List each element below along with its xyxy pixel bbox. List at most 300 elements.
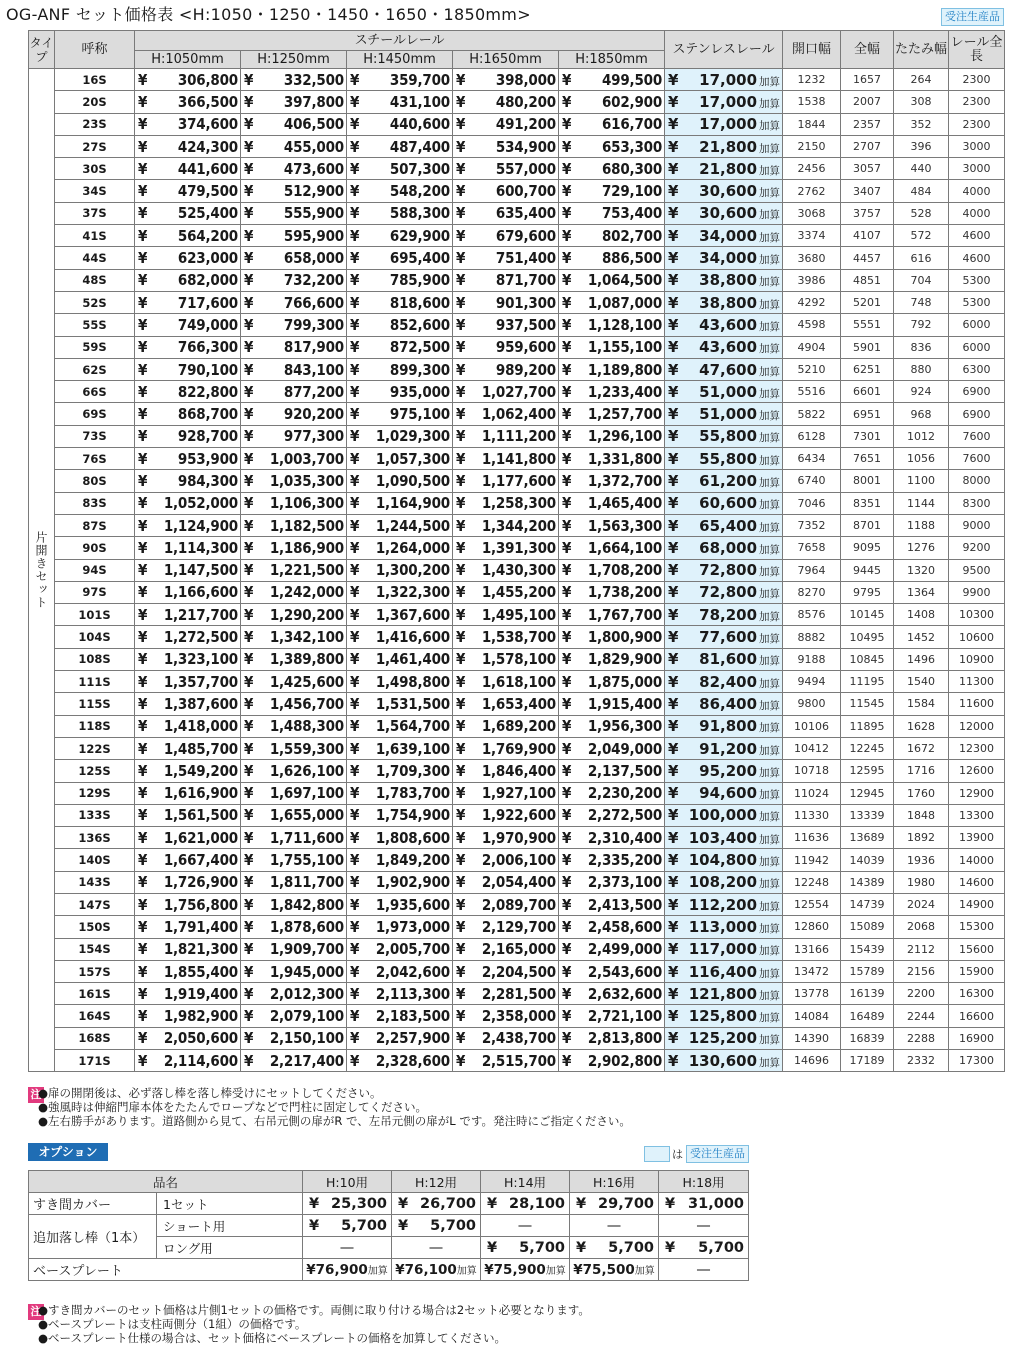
steel-price-cell	[347, 403, 453, 425]
table-row	[29, 604, 1005, 626]
yen-sign: ¥	[138, 851, 148, 870]
steel-price-cell	[241, 69, 347, 91]
add-label: 加算	[759, 922, 781, 935]
price-value: 1,485,700	[163, 739, 238, 758]
dimension-cell: 14739	[841, 893, 894, 915]
row-name: 111S	[55, 671, 135, 693]
stainless-price-cell	[665, 849, 783, 871]
dimension-cell: 2332	[894, 1050, 949, 1072]
note-mark-2: 注	[28, 1304, 44, 1320]
price-value: 1,114,300	[163, 538, 238, 557]
price-value: 753,400	[601, 204, 663, 223]
yen-sign: ¥	[138, 226, 148, 245]
dimension-cell: 1496	[894, 648, 949, 670]
yen-sign: ¥	[244, 784, 254, 803]
yen-sign: ¥	[138, 538, 148, 557]
add-label: 加算	[759, 811, 781, 824]
price-value: 977,300	[283, 427, 344, 446]
dimension-cell: 9445	[841, 559, 894, 581]
yen-sign: ¥	[244, 873, 254, 892]
steel-price-cell	[347, 537, 453, 559]
stainless-price-cell	[665, 381, 783, 403]
yen-sign: ¥	[244, 516, 254, 535]
table-row	[29, 180, 1005, 202]
type-label: 片開きセット	[29, 69, 55, 1072]
dimension-cell: 13900	[949, 827, 1005, 849]
dimension-cell: 352	[894, 113, 949, 135]
yen-sign: ¥	[456, 204, 466, 223]
option-price-cell	[481, 1193, 570, 1215]
steel-price-cell	[453, 871, 559, 893]
steel-price-cell	[559, 537, 665, 559]
add-label: 加算	[759, 120, 781, 133]
yen-sign: ¥	[138, 427, 148, 446]
add-label: 加算	[759, 878, 781, 891]
steel-price-cell	[135, 715, 241, 737]
steel-price-cell	[559, 648, 665, 670]
price-value: 1,849,200	[375, 851, 450, 870]
add-label: 加算	[759, 298, 781, 311]
yen-sign: ¥	[668, 895, 679, 914]
price-value: 1,233,400	[587, 382, 663, 401]
header-height-3: H:1650mm	[453, 51, 559, 69]
steel-price-cell	[135, 269, 241, 291]
dimension-cell: 11195	[841, 671, 894, 693]
price-value: 487,400	[389, 137, 450, 156]
row-name: 34S	[55, 180, 135, 202]
header-opening-width: 開口幅	[783, 31, 841, 69]
yen-sign: ¥	[138, 806, 148, 825]
note-line: ●強風時は伸縮門扉本体をたたんでロープなどで門柱に固定してください。	[38, 1100, 427, 1114]
add-label: 加算	[759, 454, 781, 467]
price-value: 1,927,100	[481, 784, 556, 803]
price-value: 534,900	[495, 137, 556, 156]
yen-sign: ¥	[244, 315, 254, 334]
dimension-cell: 1760	[894, 782, 949, 804]
steel-price-cell	[135, 492, 241, 514]
yen-sign: ¥	[138, 70, 148, 89]
yen-sign: ¥	[350, 784, 360, 803]
price-value: 843,100	[283, 360, 344, 379]
steel-price-cell	[347, 202, 453, 224]
row-name: 41S	[55, 225, 135, 247]
yen-sign: ¥	[456, 917, 466, 936]
dimension-cell: 2300	[949, 69, 1005, 91]
dimension-cell: 1144	[894, 492, 949, 514]
dimension-cell: 12300	[949, 737, 1005, 759]
yen-sign: ¥	[456, 806, 466, 825]
dimension-cell: 2707	[841, 135, 894, 157]
price-value: 72,800	[699, 561, 758, 580]
price-value: 2,543,600	[587, 962, 663, 981]
yen-sign: ¥	[562, 427, 572, 446]
steel-price-cell	[453, 1027, 559, 1049]
price-value: 455,000	[283, 137, 344, 156]
add-label: 加算	[759, 945, 781, 958]
row-name: 150S	[55, 916, 135, 938]
steel-price-cell	[241, 314, 347, 336]
price-value: 1,791,400	[163, 917, 238, 936]
yen-sign: ¥	[138, 873, 148, 892]
price-value: 1,922,600	[481, 806, 556, 825]
steel-price-cell	[347, 514, 453, 536]
price-value: 1,189,800	[587, 360, 663, 379]
stainless-price-cell	[665, 671, 783, 693]
table-row	[29, 849, 1005, 871]
price-value: 5,700	[519, 1239, 566, 1256]
price-value: 679,600	[495, 226, 556, 245]
yen-sign: ¥	[562, 516, 572, 535]
price-value: 1,767,700	[587, 605, 663, 624]
yen-sign: ¥	[244, 1051, 254, 1070]
yen-sign: ¥	[244, 471, 254, 490]
price-value: 1,945,000	[269, 962, 344, 981]
price-value: 359,700	[389, 70, 450, 89]
option-table	[28, 1170, 749, 1281]
price-value: 1,322,300	[375, 583, 450, 602]
price-value: 77,600	[699, 628, 758, 647]
steel-price-cell	[453, 470, 559, 492]
yen-sign: ¥	[456, 940, 466, 959]
steel-price-cell	[135, 737, 241, 759]
price-value: 91,800	[699, 717, 758, 736]
dimension-cell: 4904	[783, 336, 841, 358]
price-value: 113,000	[688, 917, 758, 936]
dimension-cell: 13166	[783, 938, 841, 960]
steel-price-cell	[559, 425, 665, 447]
yen-sign: ¥	[668, 583, 679, 602]
steel-price-cell	[347, 158, 453, 180]
dimension-cell: 2357	[841, 113, 894, 135]
dimension-cell: 11600	[949, 693, 1005, 715]
price-value: 928,700	[177, 427, 238, 446]
dimension-cell: 11330	[783, 804, 841, 826]
row-name: 27S	[55, 135, 135, 157]
dimension-cell: 4851	[841, 269, 894, 291]
yen-sign: ¥	[562, 828, 572, 847]
steel-price-cell	[453, 581, 559, 603]
steel-price-cell	[347, 180, 453, 202]
row-name: 118S	[55, 715, 135, 737]
add-label: 加算	[545, 1265, 566, 1277]
add-label: 加算	[759, 276, 781, 289]
dimension-cell: 396	[894, 135, 949, 157]
dimension-cell: 1100	[894, 470, 949, 492]
stainless-price-cell	[665, 269, 783, 291]
yen-sign: ¥	[138, 672, 148, 691]
table-row	[29, 671, 1005, 693]
steel-price-cell	[559, 336, 665, 358]
yen-sign: ¥	[668, 115, 679, 134]
drop-rod-label: 追加落し棒（1本）	[29, 1215, 157, 1259]
yen-sign: ¥	[456, 315, 466, 334]
yen-sign: ¥	[138, 405, 148, 424]
steel-price-cell	[559, 381, 665, 403]
yen-sign: ¥	[562, 583, 572, 602]
dimension-cell: 12554	[783, 893, 841, 915]
steel-price-cell	[241, 626, 347, 648]
steel-price-cell	[135, 225, 241, 247]
price-value: 1,561,500	[163, 806, 238, 825]
steel-price-cell	[241, 893, 347, 915]
yen-sign: ¥	[562, 249, 572, 268]
price-value: 525,400	[177, 204, 238, 223]
price-value: 1,029,300	[375, 427, 450, 446]
dimension-cell: 3068	[783, 202, 841, 224]
price-value: 785,900	[389, 271, 450, 290]
add-label: 加算	[759, 1056, 781, 1069]
dimension-cell: 4000	[949, 180, 1005, 202]
yen-sign: ¥	[668, 538, 679, 557]
steel-price-cell	[453, 827, 559, 849]
yen-sign: ¥	[668, 694, 679, 713]
table-row	[29, 871, 1005, 893]
price-value: 1,257,700	[587, 405, 663, 424]
yen-sign: ¥	[350, 271, 360, 290]
yen-sign: ¥	[668, 650, 679, 669]
price-value: 852,600	[389, 315, 450, 334]
price-value: 548,200	[389, 182, 450, 201]
price-value: 1,124,900	[163, 516, 238, 535]
yen-sign: ¥	[668, 605, 679, 624]
steel-price-cell	[135, 782, 241, 804]
yen-sign: ¥	[456, 360, 466, 379]
steel-price-cell	[453, 626, 559, 648]
yen-sign: ¥	[138, 761, 148, 780]
dimension-cell: 6000	[949, 336, 1005, 358]
stainless-price-cell	[665, 693, 783, 715]
dimension-cell: 1188	[894, 514, 949, 536]
yen-sign: ¥	[456, 605, 466, 624]
yen-sign: ¥	[138, 583, 148, 602]
option-price-cell	[570, 1193, 659, 1215]
yen-sign: ¥	[244, 672, 254, 691]
steel-price-cell	[347, 804, 453, 826]
note-line: ●ベースプレートは支柱両側分（1組）の価格です。	[38, 1317, 307, 1331]
price-value: 43,600	[699, 315, 758, 334]
yen-sign: ¥	[456, 650, 466, 669]
steel-price-cell	[559, 1027, 665, 1049]
header-height-0: H:1050mm	[135, 51, 241, 69]
add-label: 加算	[759, 476, 781, 489]
price-value: 1,090,500	[375, 471, 450, 490]
table-row	[29, 960, 1005, 982]
price-value: 1,300,200	[375, 561, 450, 580]
yen-sign: ¥	[244, 851, 254, 870]
dimension-cell: 6900	[949, 381, 1005, 403]
dimension-cell: 12600	[949, 760, 1005, 782]
steel-price-cell	[135, 671, 241, 693]
steel-price-cell	[347, 358, 453, 380]
steel-price-cell	[241, 492, 347, 514]
yen-sign: ¥	[456, 851, 466, 870]
price-value: 1,711,600	[269, 828, 344, 847]
table-row	[29, 983, 1005, 1005]
steel-price-cell	[135, 893, 241, 915]
steel-price-cell	[347, 938, 453, 960]
price-value: 2,042,600	[375, 962, 450, 981]
option-price-cell	[481, 1237, 570, 1259]
dimension-cell: 836	[894, 336, 949, 358]
steel-price-cell	[135, 514, 241, 536]
stainless-price-cell	[665, 804, 783, 826]
price-value: 366,500	[177, 92, 238, 111]
price-value: 1,878,600	[269, 917, 344, 936]
add-label: 加算	[759, 655, 781, 668]
yen-sign: ¥	[138, 271, 148, 290]
dimension-cell: 2456	[783, 158, 841, 180]
price-value: 1,549,200	[163, 761, 238, 780]
dimension-cell: 12900	[949, 782, 1005, 804]
yen-sign: ¥	[668, 1007, 679, 1026]
dimension-cell: 14000	[949, 849, 1005, 871]
table-row	[29, 648, 1005, 670]
yen-sign: ¥	[244, 92, 254, 111]
steel-price-cell	[135, 69, 241, 91]
yen-sign: ¥	[350, 761, 360, 780]
steel-price-cell	[559, 581, 665, 603]
price-value: 1,331,800	[587, 449, 663, 468]
price-value: 1,242,000	[269, 583, 344, 602]
header-rail-length: レール全長	[949, 31, 1005, 69]
yen-sign: ¥	[244, 828, 254, 847]
yen-sign: ¥	[350, 360, 360, 379]
yen-sign: ¥	[138, 92, 148, 111]
price-value: 1,166,600	[163, 583, 238, 602]
steel-price-cell	[241, 537, 347, 559]
price-value: 473,600	[283, 159, 344, 178]
price-value: 1,425,600	[269, 672, 344, 691]
steel-price-cell	[453, 269, 559, 291]
price-value: 81,600	[699, 650, 758, 669]
price-value: 431,100	[389, 92, 450, 111]
price-value: 1,147,500	[163, 561, 238, 580]
stainless-price-cell	[665, 983, 783, 1005]
dimension-cell: 6128	[783, 425, 841, 447]
yen-sign: ¥	[562, 984, 572, 1003]
yen-sign: ¥	[244, 583, 254, 602]
price-value: 55,800	[699, 449, 758, 468]
dimension-cell: 14084	[783, 1005, 841, 1027]
price-value: 1,461,400	[375, 650, 450, 669]
dimension-cell: 3680	[783, 247, 841, 269]
dimension-cell: 12595	[841, 760, 894, 782]
yen-sign: ¥	[138, 315, 148, 334]
steel-price-cell	[559, 269, 665, 291]
stainless-price-cell	[665, 91, 783, 113]
price-value: 1,578,100	[481, 650, 556, 669]
steel-price-cell	[135, 648, 241, 670]
price-value: 1,970,900	[481, 828, 556, 847]
price-value: 1,342,100	[269, 628, 344, 647]
yen-sign: ¥	[138, 137, 148, 156]
add-label: 加算	[759, 722, 781, 735]
yen-sign: ¥	[668, 338, 679, 357]
dimension-cell: 1848	[894, 804, 949, 826]
header-height-2: H:1450mm	[347, 51, 453, 69]
yen-sign: ¥	[668, 271, 679, 290]
add-label: 加算	[759, 833, 781, 846]
price-value: 623,000	[177, 249, 238, 268]
table-row	[29, 314, 1005, 336]
yen-sign: ¥	[668, 717, 679, 736]
steel-price-cell	[135, 827, 241, 849]
yen-sign: ¥	[138, 694, 148, 713]
stainless-price-cell	[665, 514, 783, 536]
price-value: 480,200	[495, 92, 556, 111]
steel-price-cell	[453, 671, 559, 693]
note-line: ●左右勝手があります。道路側から見て、右吊元側の扉がR で、左吊元側の扉がL です。発注時にご指定ください。	[38, 1114, 631, 1128]
base-plate-price-cell	[303, 1259, 392, 1281]
yen-sign: ¥	[456, 137, 466, 156]
price-value: 17,000	[699, 70, 758, 89]
steel-price-cell	[453, 448, 559, 470]
price-value: 1,811,700	[269, 873, 344, 892]
dimension-cell: 11942	[783, 849, 841, 871]
add-label: 加算	[759, 164, 781, 177]
yen-sign: ¥	[562, 940, 572, 959]
price-value: 28,100	[509, 1195, 566, 1212]
gap-cover-label: すき間カバー	[29, 1193, 157, 1215]
dimension-cell: 10300	[949, 604, 1005, 626]
stainless-price-cell	[665, 492, 783, 514]
add-label: 加算	[759, 1034, 781, 1047]
yen-sign: ¥	[244, 605, 254, 624]
steel-price-cell	[241, 1050, 347, 1072]
price-value: 1,842,800	[269, 895, 344, 914]
dimension-cell: 9800	[783, 693, 841, 715]
row-name: 140S	[55, 849, 135, 871]
dimension-cell: 2200	[894, 983, 949, 1005]
stainless-price-cell	[665, 604, 783, 626]
add-label: 加算	[759, 254, 781, 267]
row-name: 37S	[55, 202, 135, 224]
yen-sign: ¥	[562, 672, 572, 691]
yen-sign: ¥	[562, 159, 572, 178]
base-plate-price-cell	[481, 1259, 570, 1281]
dimension-cell: 8001	[841, 470, 894, 492]
yen-sign: ¥	[350, 249, 360, 268]
yen-sign: ¥	[668, 471, 679, 490]
yen-sign: ¥	[456, 717, 466, 736]
yen-sign: ¥	[562, 70, 572, 89]
steel-price-cell	[559, 916, 665, 938]
steel-price-cell	[453, 91, 559, 113]
yen-sign: ¥	[665, 1239, 676, 1256]
price-value: 695,400	[389, 249, 450, 268]
price-value: 2,632,600	[587, 984, 663, 1003]
row-name: 122S	[55, 737, 135, 759]
dimension-cell: 264	[894, 69, 949, 91]
price-value: 21,800	[699, 137, 758, 156]
yen-sign: ¥	[668, 1029, 679, 1048]
steel-price-cell	[559, 827, 665, 849]
steel-price-cell	[453, 849, 559, 871]
steel-price-cell	[559, 960, 665, 982]
steel-price-cell	[559, 737, 665, 759]
steel-price-cell	[347, 760, 453, 782]
price-value: 1,559,300	[269, 739, 344, 758]
steel-price-cell	[135, 1027, 241, 1049]
steel-price-cell	[135, 158, 241, 180]
steel-price-cell	[241, 983, 347, 1005]
price-value: 732,200	[283, 271, 344, 290]
steel-price-cell	[241, 225, 347, 247]
steel-price-cell	[453, 983, 559, 1005]
steel-price-cell	[241, 804, 347, 826]
yen-sign: ¥	[244, 628, 254, 647]
stainless-price-cell	[665, 827, 783, 849]
